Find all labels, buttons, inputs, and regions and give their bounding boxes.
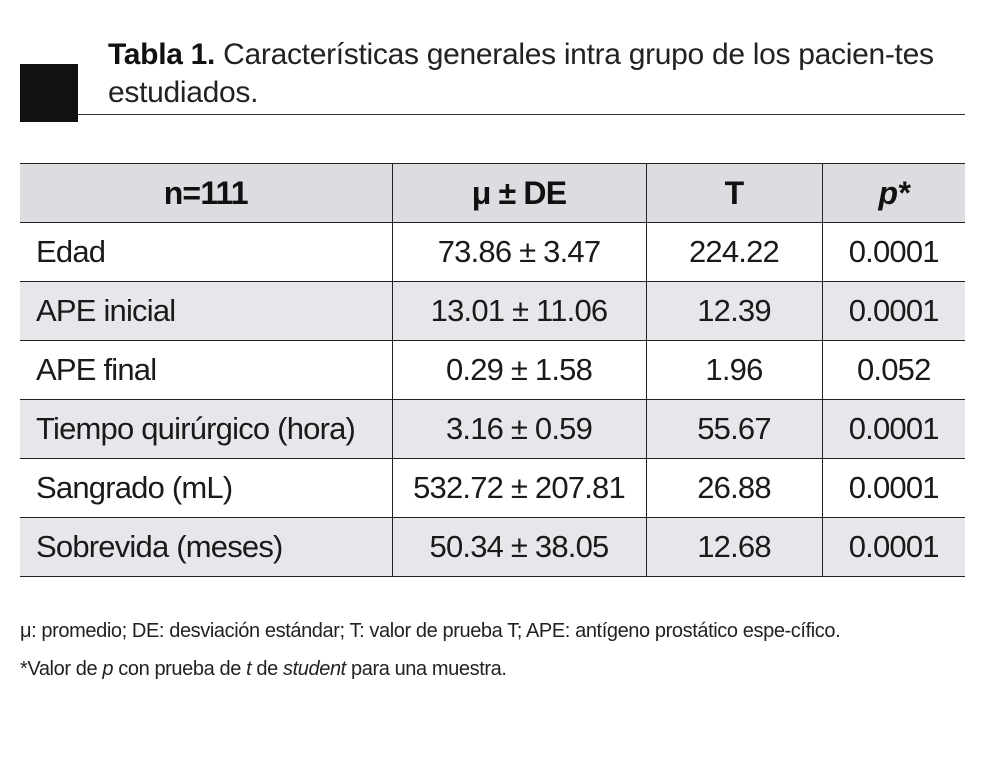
row-t: 12.68	[646, 518, 822, 577]
row-t: 224.22	[646, 223, 822, 282]
footnote-text: para una muestra.	[345, 658, 507, 680]
table-row	[20, 223, 965, 282]
row-mean-sd: 3.16 ± 0.59	[392, 400, 646, 459]
row-p: 0.0001	[822, 400, 965, 459]
table-row	[20, 341, 965, 400]
caption-text: Características generales intra grupo de los pacien-tes estudiados.	[108, 38, 934, 109]
table-footnotes	[20, 614, 965, 690]
caption-divider	[78, 114, 965, 115]
row-label: Tiempo quirúrgico (hora)	[20, 400, 392, 459]
data-table	[20, 163, 965, 577]
row-label: Sangrado (mL)	[20, 459, 392, 518]
caption-lead: Tabla 1.	[108, 38, 216, 71]
table-caption	[108, 36, 968, 112]
row-mean-sd: 50.34 ± 38.05	[392, 518, 646, 577]
table-row	[20, 400, 965, 459]
row-p: 0.052	[822, 341, 965, 400]
footnote-text: *Valor de	[20, 658, 103, 680]
row-p: 0.0001	[822, 518, 965, 577]
row-mean-sd: 0.29 ± 1.58	[392, 341, 646, 400]
header-t: T	[646, 164, 822, 223]
row-label: APE final	[20, 341, 392, 400]
header-mean-sd: μ ± DE	[392, 164, 646, 223]
row-mean-sd: 73.86 ± 3.47	[392, 223, 646, 282]
footnote-text: de	[251, 658, 284, 680]
row-mean-sd: 532.72 ± 207.81	[392, 459, 646, 518]
table-row	[20, 459, 965, 518]
row-p: 0.0001	[822, 459, 965, 518]
footnote-italic: student	[283, 658, 346, 680]
row-label: Sobrevida (meses)	[20, 518, 392, 577]
table-header-row	[20, 164, 965, 223]
row-t: 55.67	[646, 400, 822, 459]
row-t: 26.88	[646, 459, 822, 518]
footnote-italic: t	[246, 658, 252, 680]
header-p: p*	[822, 164, 965, 223]
row-p: 0.0001	[822, 282, 965, 341]
footnote-text: con prueba de	[113, 658, 247, 680]
footnote-abbreviations: μ: promedio; DE: desviación estándar; T: valor de prueba T; APE: antígeno prostático espe-cífico.	[20, 620, 841, 642]
table-row	[20, 282, 965, 341]
section-marker-block	[20, 64, 78, 122]
row-t: 12.39	[646, 282, 822, 341]
row-label: APE inicial	[20, 282, 392, 341]
row-label: Edad	[20, 223, 392, 282]
row-p: 0.0001	[822, 223, 965, 282]
footnote-pvalue	[20, 652, 965, 686]
row-mean-sd: 13.01 ± 11.06	[392, 282, 646, 341]
row-t: 1.96	[646, 341, 822, 400]
footnote-italic: p	[102, 658, 114, 680]
header-n: n=111	[20, 164, 392, 223]
table-row	[20, 518, 965, 577]
